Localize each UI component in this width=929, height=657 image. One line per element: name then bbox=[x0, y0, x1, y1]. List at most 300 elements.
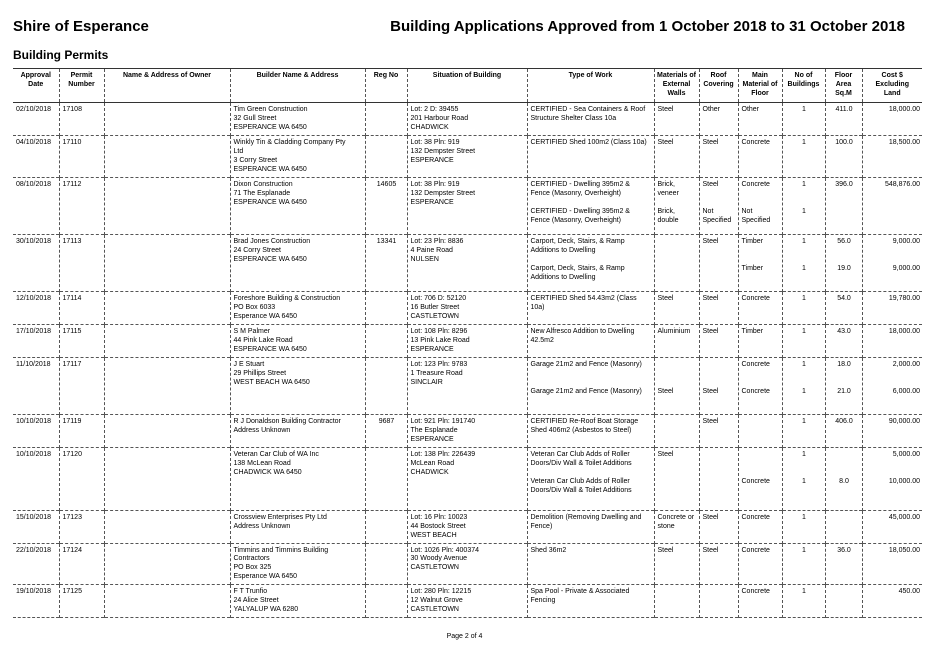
external-walls: Brick, veneer bbox=[657, 180, 679, 197]
type-of-work: CERTIFIED Re-Roof Boat Storage Shed 406m2 (Asbestos to Steel) bbox=[530, 417, 639, 434]
roof-covering: Steel bbox=[702, 237, 719, 245]
roof-covering: Steel bbox=[702, 546, 719, 554]
builder-name-address: Dixon Construction 71 The Esplanade ESPERANCE WA 6450 bbox=[230, 177, 365, 234]
floor-material-cell bbox=[738, 414, 782, 447]
type-of-work-cell bbox=[527, 414, 654, 447]
floor-area: 19.0 bbox=[837, 264, 851, 272]
cost-excluding-land-cell bbox=[862, 543, 922, 585]
external-walls bbox=[658, 418, 697, 436]
reg-number bbox=[365, 324, 407, 357]
cost-excluding-land: 450.00 bbox=[898, 588, 920, 596]
external-walls-cell bbox=[654, 510, 699, 543]
floor-material: Timber bbox=[741, 264, 764, 272]
approval-date: 11/10/2018 bbox=[16, 360, 51, 368]
roof-covering bbox=[703, 451, 736, 469]
building-count-cell bbox=[782, 543, 825, 585]
type-of-work: CERTIFIED - Sea Containers & Roof Structure Shelter Class 10a bbox=[530, 106, 646, 123]
type-of-work: Demolition (Removing Dwelling and Fence) bbox=[530, 513, 642, 530]
roof-covering: Steel bbox=[702, 294, 719, 302]
floor-area: 8.0 bbox=[839, 477, 849, 485]
cost-excluding-land: 6,000.00 bbox=[892, 387, 920, 395]
building-count: 1 bbox=[802, 588, 806, 596]
entry-spacer bbox=[742, 469, 780, 478]
floor-material: Concrete bbox=[741, 180, 770, 188]
entry-spacer bbox=[786, 256, 823, 265]
type-of-work: Veteran Car Club Adds of Roller Doors/Div Wall & Toilet Additions bbox=[530, 477, 632, 494]
type-of-work: Garage 21m2 and Fence (Masonry) bbox=[530, 387, 642, 395]
cost-excluding-land: 9,000.00 bbox=[892, 237, 920, 245]
floor-material bbox=[742, 418, 780, 436]
permit-number: 17113 bbox=[59, 234, 104, 291]
type-of-work-cell bbox=[527, 585, 654, 618]
builder-name-address: F T Trunfio 24 Alice Street YALYALUP WA 6280 bbox=[230, 585, 365, 618]
building-situation: Lot: 123 Pln: 9783 1 Treasure Road SINCLAIR bbox=[407, 357, 527, 414]
floor-material-cell bbox=[738, 447, 782, 510]
floor-material-cell bbox=[738, 357, 782, 414]
building-situation: Lot: 16 Pln: 10023 44 Bostock Street WEST BEACH bbox=[407, 510, 527, 543]
floor-material: Concrete bbox=[741, 588, 770, 596]
external-walls: Aluminium bbox=[657, 327, 691, 335]
permit-number: 17125 bbox=[59, 585, 104, 618]
entry-spacer bbox=[703, 256, 736, 265]
entry-spacer bbox=[829, 199, 860, 208]
floor-area: 56.0 bbox=[837, 237, 851, 245]
roof-covering: Steel bbox=[702, 513, 719, 521]
floor-area-cell bbox=[825, 585, 862, 618]
building-count-cell bbox=[782, 234, 825, 291]
building-situation: Lot: 138 Pln: 226439 McLean Road CHADWICK bbox=[407, 447, 527, 510]
table-row bbox=[13, 543, 922, 585]
builder-name-address: Veteran Car Club of WA Inc 138 McLean Road CHADWICK WA 6450 bbox=[230, 447, 365, 510]
column-header: Reg No bbox=[365, 69, 407, 103]
owner-name-address bbox=[104, 510, 230, 543]
floor-material-cell bbox=[738, 585, 782, 618]
type-of-work: CERTIFIED Shed 100m2 (Class 10a) bbox=[530, 139, 647, 147]
floor-area: 18.0 bbox=[837, 360, 851, 368]
building-count: 1 bbox=[802, 327, 806, 335]
building-count-cell bbox=[782, 291, 825, 324]
floor-material: Concrete bbox=[741, 546, 770, 554]
builder-name-address: Timmins and Timmins Building Contractors PO Box 325 Esperance WA 6450 bbox=[230, 543, 365, 585]
floor-material-cell bbox=[738, 136, 782, 178]
floor-area: 396.0 bbox=[835, 180, 853, 188]
type-of-work-cell bbox=[527, 136, 654, 178]
building-count: 1 bbox=[802, 294, 806, 302]
external-walls-cell bbox=[654, 585, 699, 618]
permit-number: 17108 bbox=[59, 103, 104, 136]
table-row bbox=[13, 291, 922, 324]
type-of-work: Garage 21m2 and Fence (Masonry) bbox=[530, 360, 642, 368]
builder-name-address: R J Donaldson Building Contractor Address Unknown bbox=[230, 414, 365, 447]
floor-material: Concrete bbox=[741, 294, 770, 302]
external-walls bbox=[658, 361, 697, 379]
building-count-cell bbox=[782, 136, 825, 178]
permit-number: 17112 bbox=[59, 177, 104, 234]
floor-area: 411.0 bbox=[835, 106, 853, 114]
roof-covering-cell bbox=[699, 585, 738, 618]
building-situation: Lot: 1026 Pln: 400374 30 Woody Avenue CASTLETOWN bbox=[407, 543, 527, 585]
building-count: 1 bbox=[802, 207, 806, 215]
type-of-work-cell bbox=[527, 291, 654, 324]
shire-name: Shire of Esperance bbox=[13, 18, 149, 35]
cost-excluding-land-cell bbox=[862, 447, 922, 510]
type-of-work-cell bbox=[527, 234, 654, 291]
entry-spacer bbox=[703, 379, 736, 388]
cost-excluding-land: 90,000.00 bbox=[888, 417, 920, 425]
roof-covering: Steel bbox=[702, 417, 719, 425]
entry-spacer bbox=[658, 256, 697, 265]
entry-spacer bbox=[531, 379, 652, 388]
permit-number: 17114 bbox=[59, 291, 104, 324]
reg-number bbox=[365, 357, 407, 414]
entry-spacer bbox=[703, 199, 736, 208]
floor-material-cell bbox=[738, 510, 782, 543]
approval-date: 10/10/2018 bbox=[16, 417, 52, 425]
building-permits-table bbox=[13, 68, 922, 618]
floor-material-cell bbox=[738, 324, 782, 357]
permit-number: 17123 bbox=[59, 510, 104, 543]
building-count-cell bbox=[782, 103, 825, 136]
reg-number: 9687 bbox=[365, 414, 407, 447]
building-situation: Lot: 706 D: 52120 16 Butler Street CASTLETOWN bbox=[407, 291, 527, 324]
cost-excluding-land: 18,500.00 bbox=[888, 139, 920, 147]
building-count-cell bbox=[782, 585, 825, 618]
owner-name-address bbox=[104, 234, 230, 291]
building-count: 1 bbox=[802, 417, 806, 425]
floor-area-cell bbox=[825, 103, 862, 136]
floor-area: 36.0 bbox=[837, 546, 851, 554]
approval-date: 17/10/2018 bbox=[16, 327, 52, 335]
floor-area-cell bbox=[825, 447, 862, 510]
entry-spacer bbox=[829, 256, 860, 265]
external-walls: Steel bbox=[657, 387, 674, 395]
floor-area bbox=[829, 514, 860, 532]
roof-covering: Steel bbox=[702, 139, 719, 147]
type-of-work-cell bbox=[527, 324, 654, 357]
building-count: 1 bbox=[802, 180, 806, 188]
reg-number: 14605 bbox=[365, 177, 407, 234]
building-situation: Lot: 2 D: 39455 201 Harbour Road CHADWICK bbox=[407, 103, 527, 136]
external-walls-cell bbox=[654, 414, 699, 447]
building-count: 1 bbox=[802, 106, 806, 114]
building-count: 1 bbox=[802, 264, 806, 272]
cost-excluding-land: 2,000.00 bbox=[892, 360, 920, 368]
floor-area-cell bbox=[825, 543, 862, 585]
roof-covering: Steel bbox=[702, 180, 719, 188]
floor-area bbox=[829, 451, 860, 469]
external-walls: Steel bbox=[657, 450, 674, 458]
table-row bbox=[13, 136, 922, 178]
building-situation: Lot: 23 Pln: 8836 4 Paine Road NULSEN bbox=[407, 234, 527, 291]
permit-number: 17117 bbox=[59, 357, 104, 414]
owner-name-address bbox=[104, 414, 230, 447]
floor-area: 100.0 bbox=[835, 139, 853, 147]
floor-area: 406.0 bbox=[835, 417, 853, 425]
type-of-work: Carport, Deck, Stairs, & Ramp Additions to Dwelling bbox=[530, 237, 625, 254]
entry-spacer bbox=[742, 256, 780, 265]
type-of-work: Spa Pool - Private & Associated Fencing bbox=[530, 588, 630, 605]
column-header: Permit Number bbox=[59, 69, 104, 103]
external-walls-cell bbox=[654, 103, 699, 136]
building-count-cell bbox=[782, 414, 825, 447]
roof-covering-cell bbox=[699, 543, 738, 585]
cost-excluding-land: 10,000.00 bbox=[888, 477, 920, 485]
page-number: Page 2 of 4 bbox=[446, 633, 483, 640]
approval-date: 02/10/2018 bbox=[16, 106, 52, 114]
roof-covering-cell bbox=[699, 324, 738, 357]
cost-excluding-land-cell bbox=[862, 585, 922, 618]
roof-covering-cell bbox=[699, 103, 738, 136]
cost-excluding-land: 45,000.00 bbox=[888, 513, 920, 521]
column-header: No of Buildings bbox=[782, 69, 825, 103]
floor-material: Other bbox=[741, 106, 760, 114]
type-of-work: Shed 36m2 bbox=[530, 546, 567, 554]
external-walls bbox=[658, 238, 697, 256]
external-walls: Brick, double bbox=[657, 207, 679, 224]
external-walls-cell bbox=[654, 291, 699, 324]
reg-number bbox=[365, 136, 407, 178]
cost-excluding-land-cell bbox=[862, 414, 922, 447]
floor-material bbox=[742, 451, 780, 469]
entry-spacer bbox=[786, 199, 823, 208]
permit-number: 17110 bbox=[59, 136, 104, 178]
column-header: Builder Name & Address bbox=[230, 69, 365, 103]
floor-material: Timber bbox=[741, 327, 764, 335]
cost-excluding-land: 18,000.00 bbox=[888, 106, 920, 114]
floor-material: Concrete bbox=[741, 513, 770, 521]
building-count: 1 bbox=[802, 360, 806, 368]
building-count-cell bbox=[782, 447, 825, 510]
external-walls: Concrete or stone bbox=[657, 513, 695, 530]
type-of-work: Veteran Car Club Adds of Roller Doors/Div Wall & Toilet Additions bbox=[530, 450, 632, 467]
entry-spacer bbox=[658, 469, 697, 478]
type-of-work-cell bbox=[527, 447, 654, 510]
building-count: 1 bbox=[802, 450, 806, 458]
floor-material: Concrete bbox=[741, 387, 770, 395]
builder-name-address: Winkly Tin & Cladding Company Pty Ltd 3 Corry Street ESPERANCE WA 6450 bbox=[230, 136, 365, 178]
floor-area-cell bbox=[825, 234, 862, 291]
owner-name-address bbox=[104, 447, 230, 510]
owner-name-address bbox=[104, 136, 230, 178]
floor-material-cell bbox=[738, 234, 782, 291]
floor-area bbox=[829, 208, 860, 226]
reg-number bbox=[365, 543, 407, 585]
cost-excluding-land: 5,000.00 bbox=[892, 450, 920, 458]
roof-covering-cell bbox=[699, 177, 738, 234]
cost-excluding-land-cell bbox=[862, 510, 922, 543]
building-count: 1 bbox=[802, 477, 806, 485]
roof-covering: Not Specified bbox=[702, 207, 732, 224]
entry-spacer bbox=[866, 469, 921, 478]
entry-spacer bbox=[866, 199, 921, 208]
builder-name-address: Brad Jones Construction 24 Corry Street ESPERANCE WA 6450 bbox=[230, 234, 365, 291]
floor-material: Timber bbox=[741, 237, 764, 245]
table-row bbox=[13, 510, 922, 543]
type-of-work-cell bbox=[527, 543, 654, 585]
approval-date: 12/10/2018 bbox=[16, 294, 52, 302]
building-count-cell bbox=[782, 324, 825, 357]
type-of-work: New Alfresco Addition to Dwelling 42.5m2 bbox=[530, 327, 635, 344]
floor-area-cell bbox=[825, 136, 862, 178]
floor-material-cell bbox=[738, 291, 782, 324]
cost-excluding-land: 548,876.00 bbox=[884, 180, 920, 188]
approval-date: 15/10/2018 bbox=[16, 513, 52, 521]
building-count-cell bbox=[782, 177, 825, 234]
approval-date: 30/10/2018 bbox=[16, 237, 52, 245]
floor-area: 54.0 bbox=[837, 294, 851, 302]
floor-area-cell bbox=[825, 291, 862, 324]
column-header: Type of Work bbox=[527, 69, 654, 103]
floor-area-cell bbox=[825, 324, 862, 357]
table-row bbox=[13, 447, 922, 510]
building-count: 1 bbox=[802, 513, 806, 521]
entry-spacer bbox=[829, 379, 860, 388]
reg-number: 13341 bbox=[365, 234, 407, 291]
building-count: 1 bbox=[802, 387, 806, 395]
floor-material: Concrete bbox=[741, 477, 770, 485]
reg-number bbox=[365, 103, 407, 136]
entry-spacer bbox=[742, 199, 780, 208]
external-walls: Steel bbox=[657, 294, 674, 302]
column-header: Cost $ Excluding Land bbox=[862, 69, 922, 103]
building-count: 1 bbox=[802, 139, 806, 147]
owner-name-address bbox=[104, 291, 230, 324]
building-situation: Lot: 38 Pln: 919 132 Dempster Street ESPERANCE bbox=[407, 136, 527, 178]
entry-spacer bbox=[742, 379, 780, 388]
approval-date: 08/10/2018 bbox=[16, 180, 52, 188]
owner-name-address bbox=[104, 177, 230, 234]
building-count-cell bbox=[782, 357, 825, 414]
building-situation: Lot: 921 Pln: 191740 The Esplanade ESPERANCE bbox=[407, 414, 527, 447]
type-of-work: CERTIFIED Shed 54.43m2 (Class 10a) bbox=[530, 294, 637, 311]
type-of-work-cell bbox=[527, 357, 654, 414]
cost-excluding-land-cell bbox=[862, 234, 922, 291]
builder-name-address: Foreshore Building & Construction PO Box 6033 Esperance WA 6450 bbox=[230, 291, 365, 324]
table-row bbox=[13, 585, 922, 618]
building-situation: Lot: 108 Pln: 8296 13 Pink Lake Road ESPERANCE bbox=[407, 324, 527, 357]
reg-number bbox=[365, 447, 407, 510]
table-row bbox=[13, 324, 922, 357]
cost-excluding-land-cell bbox=[862, 103, 922, 136]
type-of-work: CERTIFIED - Dwelling 395m2 & Fence (Masonry, Overheight) bbox=[530, 207, 630, 224]
entry-spacer bbox=[531, 256, 652, 265]
floor-area: 43.0 bbox=[837, 327, 851, 335]
cost-excluding-land-cell bbox=[862, 177, 922, 234]
roof-covering-cell bbox=[699, 136, 738, 178]
external-walls bbox=[658, 265, 697, 283]
column-header: Main Material of Floor bbox=[738, 69, 782, 103]
table-header-row bbox=[13, 69, 922, 103]
entry-spacer bbox=[786, 379, 823, 388]
roof-covering-cell bbox=[699, 291, 738, 324]
floor-material: Concrete bbox=[741, 360, 770, 368]
permit-number: 17124 bbox=[59, 543, 104, 585]
roof-covering bbox=[703, 588, 736, 606]
entry-spacer bbox=[658, 199, 697, 208]
external-walls-cell bbox=[654, 234, 699, 291]
type-of-work: CERTIFIED - Dwelling 395m2 & Fence (Masonry, Overheight) bbox=[530, 180, 630, 197]
external-walls-cell bbox=[654, 136, 699, 178]
roof-covering bbox=[703, 478, 736, 496]
roof-covering: Steel bbox=[702, 327, 719, 335]
cost-excluding-land: 18,000.00 bbox=[888, 327, 920, 335]
roof-covering: Other bbox=[702, 106, 721, 114]
building-situation: Lot: 38 Pln: 919 132 Dempster Street ESPERANCE bbox=[407, 177, 527, 234]
permit-number: 17119 bbox=[59, 414, 104, 447]
permit-number: 17115 bbox=[59, 324, 104, 357]
reg-number bbox=[365, 291, 407, 324]
floor-area-cell bbox=[825, 357, 862, 414]
owner-name-address bbox=[104, 585, 230, 618]
section-heading: Building Permits bbox=[13, 48, 109, 62]
floor-area: 21.0 bbox=[837, 387, 851, 395]
roof-covering-cell bbox=[699, 414, 738, 447]
owner-name-address bbox=[104, 103, 230, 136]
entry-spacer bbox=[703, 469, 736, 478]
roof-covering bbox=[703, 361, 736, 379]
entry-spacer bbox=[829, 469, 860, 478]
external-walls-cell bbox=[654, 447, 699, 510]
roof-covering: Steel bbox=[702, 387, 719, 395]
builder-name-address: S M Palmer 44 Pink Lake Road ESPERANCE WA 6450 bbox=[230, 324, 365, 357]
cost-excluding-land: 18,050.00 bbox=[888, 546, 920, 554]
external-walls: Steel bbox=[657, 546, 674, 554]
type-of-work-cell bbox=[527, 510, 654, 543]
column-header: Approval Date bbox=[20, 72, 51, 88]
external-walls-cell bbox=[654, 177, 699, 234]
external-walls bbox=[658, 588, 697, 606]
floor-material-cell bbox=[738, 177, 782, 234]
entry-spacer bbox=[658, 379, 697, 388]
external-walls bbox=[658, 478, 697, 496]
roof-covering-cell bbox=[699, 510, 738, 543]
entry-spacer bbox=[866, 379, 921, 388]
approval-date: 22/10/2018 bbox=[16, 546, 52, 554]
cost-excluding-land-cell bbox=[862, 136, 922, 178]
column-header: Materials of External Walls bbox=[654, 69, 699, 103]
external-walls: Steel bbox=[657, 139, 674, 147]
external-walls-cell bbox=[654, 357, 699, 414]
column-header: Floor Area Sq.M bbox=[825, 69, 862, 103]
floor-area-cell bbox=[825, 510, 862, 543]
entry-spacer bbox=[531, 199, 652, 208]
floor-area-cell bbox=[825, 414, 862, 447]
cost-excluding-land-cell bbox=[862, 291, 922, 324]
floor-material: Not Specified bbox=[741, 207, 771, 224]
roof-covering-cell bbox=[699, 234, 738, 291]
cost-excluding-land bbox=[866, 208, 921, 226]
reg-number bbox=[365, 510, 407, 543]
floor-area bbox=[829, 588, 860, 606]
table-row bbox=[13, 103, 922, 136]
floor-material-cell bbox=[738, 103, 782, 136]
reg-number bbox=[365, 585, 407, 618]
type-of-work-cell bbox=[527, 103, 654, 136]
entry-spacer bbox=[531, 469, 652, 478]
builder-name-address: Crossview Enterprises Pty Ltd Address Unknown bbox=[230, 510, 365, 543]
floor-area-cell bbox=[825, 177, 862, 234]
roof-covering-cell bbox=[699, 357, 738, 414]
floor-material-cell bbox=[738, 543, 782, 585]
type-of-work: Carport, Deck, Stairs, & Ramp Additions to Dwelling bbox=[530, 264, 625, 281]
owner-name-address bbox=[104, 357, 230, 414]
cost-excluding-land: 9,000.00 bbox=[892, 264, 920, 272]
external-walls: Steel bbox=[657, 106, 674, 114]
table-body bbox=[13, 103, 922, 618]
cost-excluding-land-cell bbox=[862, 357, 922, 414]
type-of-work-cell bbox=[527, 177, 654, 234]
report-title: Building Applications Approved from 1 October 2018 to 31 October 2018 bbox=[390, 18, 905, 35]
